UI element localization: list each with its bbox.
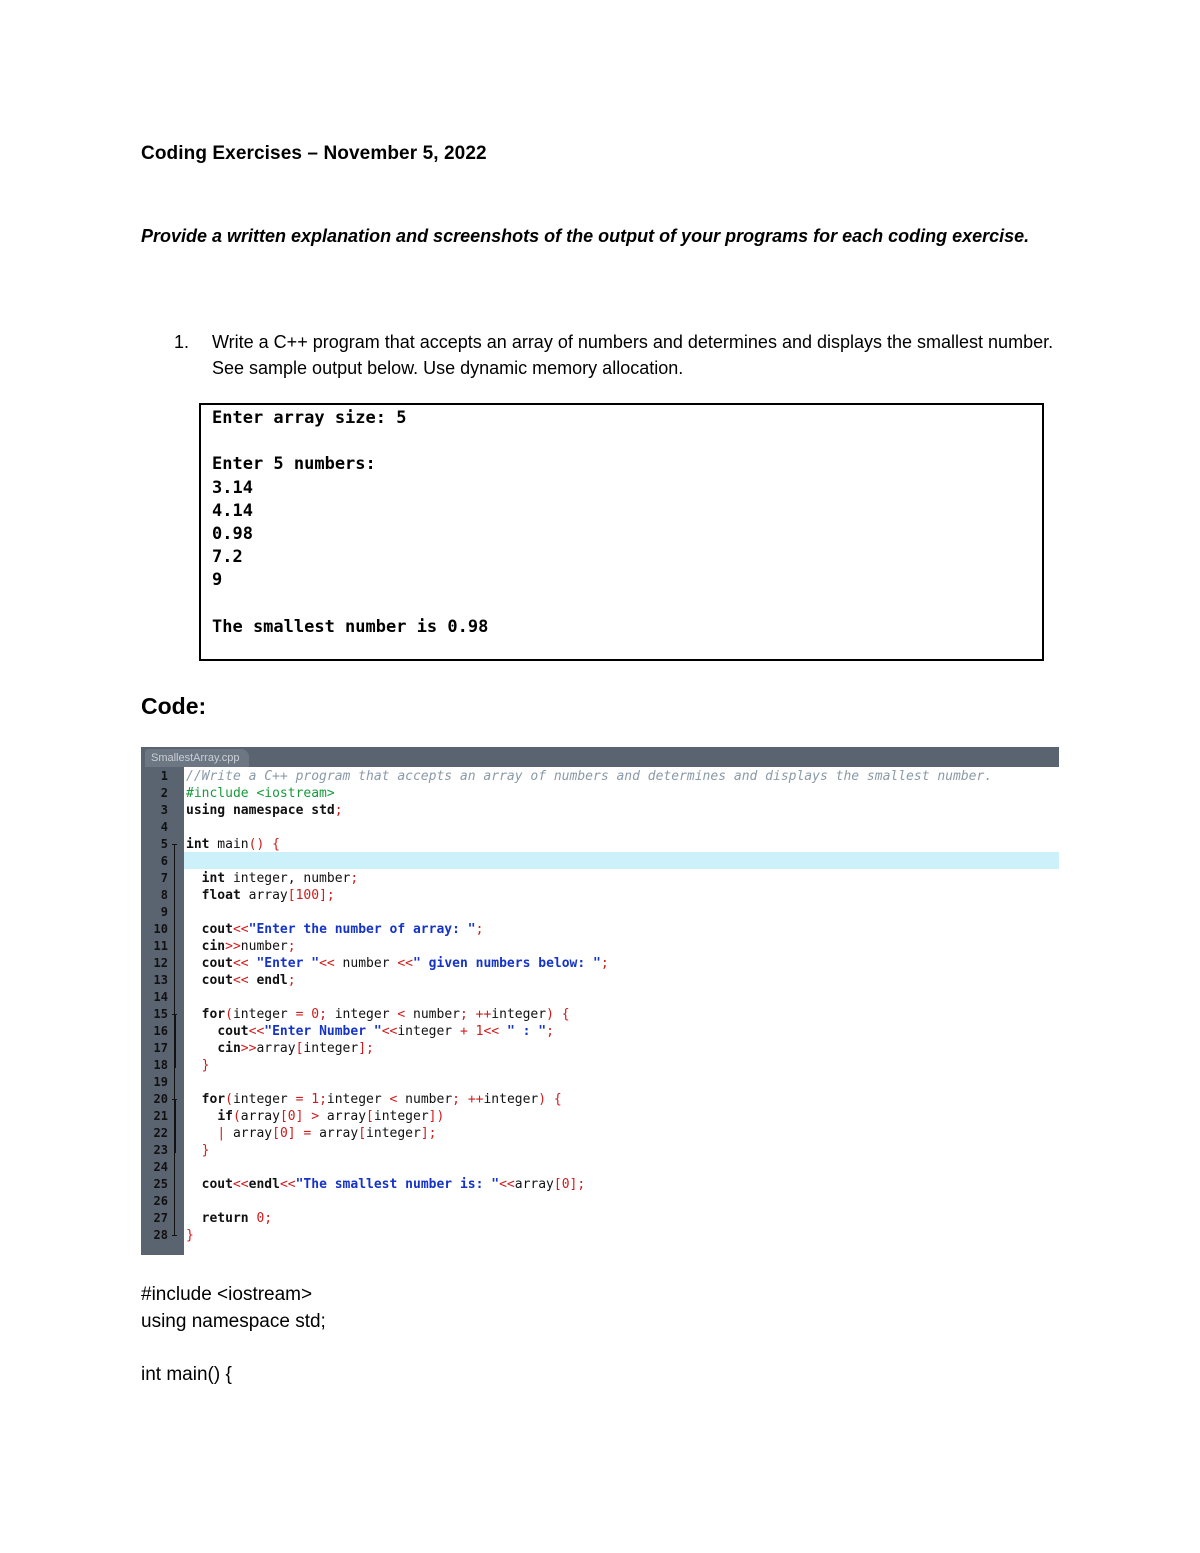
code-content bbox=[186, 768, 992, 1244]
line-number: 14 bbox=[153, 990, 168, 1004]
code-line: cout<<endl<<"The smallest number is: "<<array[0]; bbox=[201, 1177, 586, 1192]
code-line: cout<<"Enter the number of array: "; bbox=[201, 922, 484, 937]
fold-marker bbox=[172, 1235, 177, 1236]
sample-output-box: Enter array size: 5 Enter 5 numbers: 3.14 4.14 0.98 7.2 9 The smallest number is 0.98 bbox=[199, 403, 1044, 661]
line-number: 15 bbox=[153, 1007, 168, 1021]
line-numbers bbox=[141, 768, 168, 1244]
source-line: #include <iostream> bbox=[141, 1284, 313, 1305]
code-line: int main() { bbox=[186, 837, 280, 852]
line-number: 6 bbox=[160, 854, 168, 868]
line-number: 28 bbox=[153, 1228, 168, 1242]
code-line: //Write a C++ program that accepts an array of numbers and determines and displays the smallest number. bbox=[186, 769, 993, 784]
document-title: Coding Exercises – November 5, 2022 bbox=[141, 143, 487, 164]
code-line bbox=[186, 853, 992, 870]
line-number: 3 bbox=[160, 803, 168, 817]
code-line: for(integer = 0; integer < number; ++integer) { bbox=[201, 1007, 570, 1022]
instructions: Provide a written explanation and screenshots of the output of your programs for each coding exercise. bbox=[141, 226, 1030, 246]
line-number: 8 bbox=[160, 888, 168, 902]
code-line: float array[100]; bbox=[201, 888, 335, 903]
line-number: 23 bbox=[153, 1143, 168, 1157]
code-line: for(integer = 1;integer < number; ++integer) { bbox=[201, 1092, 562, 1107]
line-number: 26 bbox=[153, 1194, 168, 1208]
question-number: 1. bbox=[174, 332, 190, 352]
code-editor-screenshot bbox=[141, 747, 1059, 1255]
code-line: cin>>array[integer]; bbox=[217, 1041, 374, 1056]
code-line: return 0; bbox=[201, 1211, 273, 1226]
line-number: 4 bbox=[160, 820, 168, 834]
line-number: 1 bbox=[160, 769, 168, 783]
code-line bbox=[186, 819, 992, 836]
line-number: 24 bbox=[153, 1160, 168, 1174]
line-number: 9 bbox=[160, 905, 168, 919]
question-text: Write a C++ program that accepts an array of numbers and determines and displays the smallest number. See sample output below. Use dynamic memory allocation. bbox=[212, 332, 1054, 378]
line-number: 21 bbox=[153, 1109, 168, 1123]
line-number: 2 bbox=[160, 786, 168, 800]
line-number: 17 bbox=[153, 1041, 168, 1055]
editor-tab-bar bbox=[141, 747, 1059, 767]
line-number: 16 bbox=[153, 1024, 168, 1038]
code-line bbox=[186, 989, 992, 1006]
code-line: if(array[0] > array[integer]) bbox=[217, 1109, 445, 1124]
code-line: int integer, number; bbox=[201, 871, 359, 886]
code-line: cout<<"Enter Number "<<integer + 1<< " : "; bbox=[217, 1024, 554, 1039]
code-line bbox=[186, 1074, 992, 1091]
editor-file-tab: SmallestArray.cpp bbox=[145, 749, 249, 767]
line-number: 22 bbox=[153, 1126, 168, 1140]
fold-marker bbox=[172, 844, 177, 845]
fold-marker bbox=[172, 1099, 177, 1100]
line-number: 25 bbox=[153, 1177, 168, 1191]
code-line: cin>>number; bbox=[201, 939, 296, 954]
code-line: } bbox=[201, 1143, 210, 1158]
code-line: using namespace std; bbox=[186, 803, 343, 818]
line-number: 13 bbox=[153, 973, 168, 987]
line-number: 7 bbox=[160, 871, 168, 885]
code-line: } bbox=[201, 1058, 210, 1073]
code-line bbox=[186, 1159, 992, 1176]
line-number: 19 bbox=[153, 1075, 168, 1089]
line-number: 20 bbox=[153, 1092, 168, 1106]
line-number: 10 bbox=[153, 922, 168, 936]
code-line: | array[0] = array[integer]; bbox=[217, 1126, 437, 1141]
code-line: } bbox=[186, 1228, 194, 1243]
code-line: #include <iostream> bbox=[186, 786, 335, 801]
line-number: 11 bbox=[153, 939, 168, 953]
line-number: 18 bbox=[153, 1058, 168, 1072]
code-heading: Code: bbox=[141, 693, 207, 719]
fold-guide-for2 bbox=[175, 1099, 176, 1153]
source-line: using namespace std; bbox=[141, 1311, 326, 1332]
source-line: int main() { bbox=[141, 1364, 232, 1385]
code-line: cout<< "Enter "<< number <<" given numbers below: "; bbox=[201, 956, 609, 971]
line-number: 27 bbox=[153, 1211, 168, 1225]
code-line: cout<< endl; bbox=[201, 973, 296, 988]
fold-guide-for1 bbox=[175, 1014, 176, 1068]
line-number: 5 bbox=[160, 837, 168, 851]
code-line bbox=[186, 904, 992, 921]
code-line bbox=[186, 1193, 992, 1210]
line-number: 12 bbox=[153, 956, 168, 970]
fold-marker bbox=[172, 1014, 177, 1015]
